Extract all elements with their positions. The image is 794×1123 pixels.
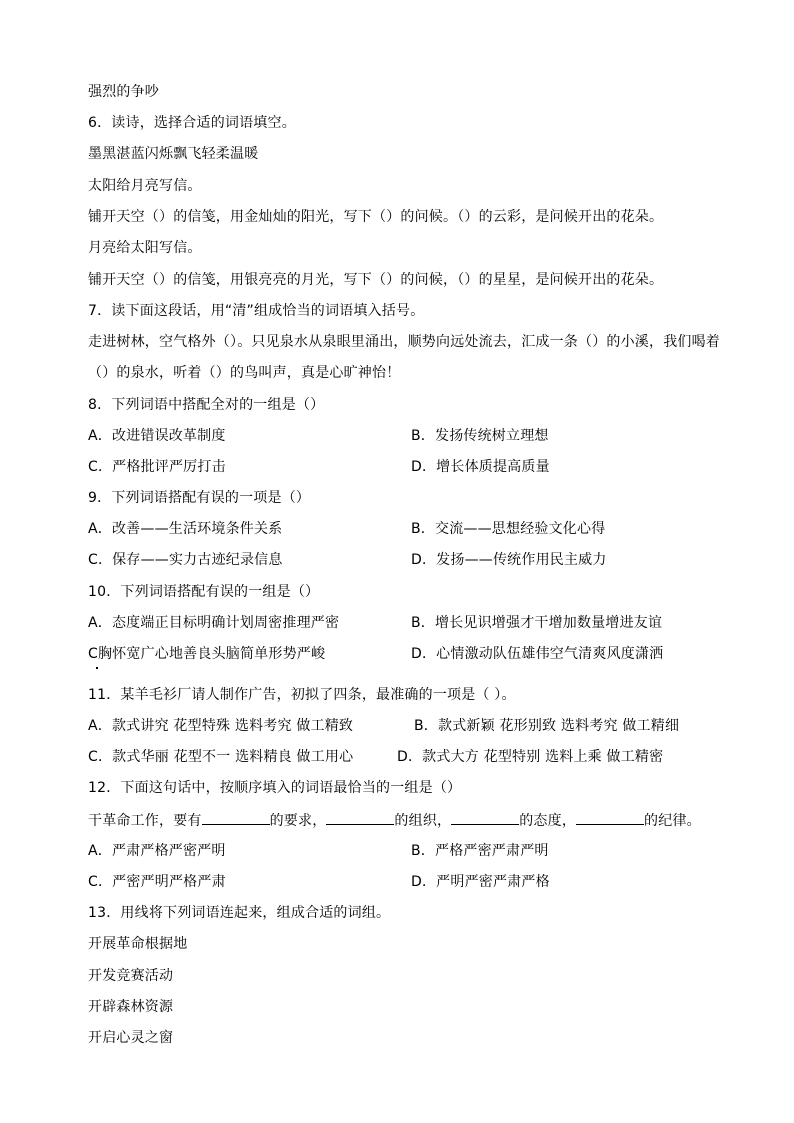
option-c: C．保存——实力古迹纪录信息 [88,552,283,568]
option-a: A．改进错误改革制度 [88,428,226,444]
option-a: A．严肃严格严密严明 [88,843,226,859]
option-c: C．严格批评严厉打击 [88,459,226,475]
option-d: D．严明严密严肃严格 [411,874,550,890]
question-6-poem-line: 月亮给太阳写信。 [88,240,202,256]
option-b: B．严格严密严肃严明 [411,843,549,859]
question-7-passage: 走进树林，空气格外（）。只见泉水从泉眼里涌出，顺势向远处流去，汇成一条（）的小溪，我们喝着 [88,334,720,350]
option-b: B．增长见识增强才干增加数量增进友谊 [411,615,663,631]
question-6-word-bank: 墨黑湛蓝闪烁飘飞轻柔温暖 [88,146,259,162]
question-11-title: 11．某羊毛衫厂请人制作广告，初拟了四条，最准确的一项是（ ）。 [88,687,516,703]
option-a: A．款式讲究 花型特殊 选料考究 做工精致 [88,718,354,734]
question-6-poem-line: 铺开天空（）的信笺，用金灿灿的阳光，写下（）的问候。（）的云彩，是问候开出的花朵。 [88,209,664,225]
sentence-part: 的态度， [519,813,577,829]
option-d: D．发扬——传统作用民主威力 [411,552,607,568]
phrase-item: 开展革命根据地 [88,936,188,952]
option-d: D．款式大方 花型特别 选料上乘 做工精密 [397,749,664,765]
text-line: 强烈的争吵 [88,84,159,100]
fill-blank[interactable] [326,810,394,825]
option-c: C．严密严明严格严肃 [88,874,226,890]
question-6-title: 6．读诗，选择合适的词语填空。 [88,115,296,131]
question-7-title: 7．读下面这段话，用“清”组成恰当的词语填入括号。 [88,303,425,319]
question-7-passage: （）的泉水，听着（）的鸟叫声，真是心旷神怡！ [88,365,401,381]
question-6-poem-line: 铺开天空（）的信笺，用银亮亮的月光，写下（）的问候，（）的星星，是问候开出的花朵。 [88,272,664,288]
option-a: A．态度端正目标明确计划周密推理严密 [88,615,340,631]
question-8-title: 8．下列词语中搭配全对的一组是（） [88,397,325,413]
option-b: B．交流——思想经验文化心得 [411,521,606,537]
option-b: B．发扬传统树立理想 [411,428,549,444]
fill-blank[interactable] [576,810,644,825]
question-12-sentence [88,810,701,830]
phrase-item: 开辟森林资源 [88,999,174,1015]
question-6-poem-line: 太阳给月亮写信。 [88,178,202,194]
option-c: C胸怀宽广心地善良头脑简单形势严峻 [88,646,326,662]
question-10-title: 10．下列词语搭配有误的一组是（） [88,584,320,600]
phrase-item: 开发竞赛活动 [88,968,174,984]
option-d: D．心情激动队伍雄伟空气清爽风度潇洒 [411,646,664,662]
question-13-title: 13．用线将下列词语连起来，组成合适的词组。 [88,905,391,921]
fill-blank[interactable] [451,810,519,825]
stray-mark [96,667,98,669]
option-c: C．款式华丽 花型不一 选料精良 做工用心 [88,749,354,765]
sentence-part: 的要求， [269,813,327,829]
option-a: A．改善——生活环境条件关系 [88,521,283,537]
sentence-part: 干革命工作，要有 [88,813,202,829]
sentence-part: 的纪律。 [644,813,701,829]
question-9-title: 9．下列词语搭配有误的一项是（） [88,490,311,506]
phrase-item: 开启心灵之窗 [88,1030,174,1046]
sentence-part: 的组织， [394,813,452,829]
option-d: D．增长体质提高质量 [411,459,550,475]
fill-blank[interactable] [202,810,270,825]
option-b: B．款式新颖 花形别致 选料考究 做工精细 [414,718,680,734]
question-12-title: 12．下面这句话中，按顺序填入的词语最恰当的一组是（） [88,780,462,796]
